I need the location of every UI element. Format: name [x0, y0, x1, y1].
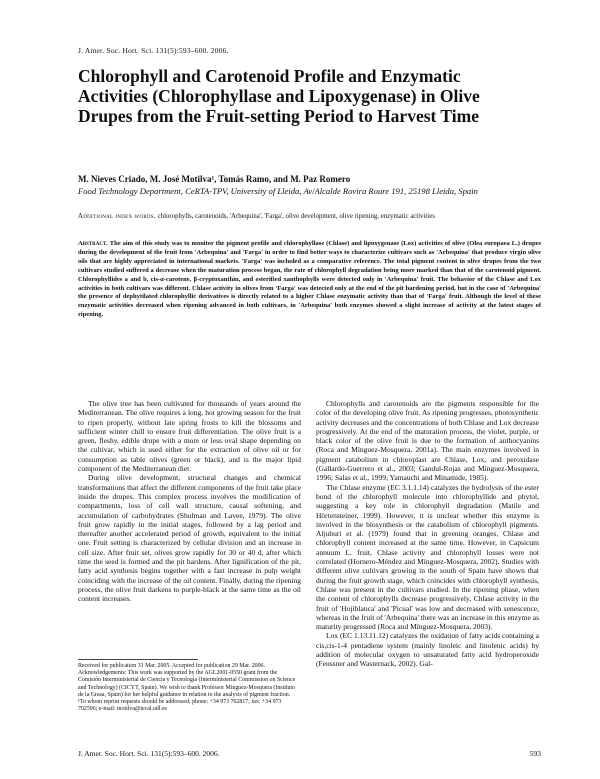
body-column-left: [78, 399, 301, 604]
abstract-text: The aim of this study was to monitor the pigment profile and chlorophyllase (Chlase) and lipoxygenase (Lox) activities of olive (Olea europaea L.) drupes during the development of the fruit from 'Arbequina' and 'Farga' in order to find better ways to characterize cultivars such as 'Arbequina' that produce virgin olive oils that are highly appreciated in international markets. 'Farga' was included as a comparative reference. The total pigment content in olive drupes from the two cultivars studied suffered a decrease when the maturation process began, the rate of chlorophyll degradation being more marked than that of the carotenoid pigment. Chlorophyllides a and b, cis-α-carotene, β-cryptoxanthin, and esterified xanthophylls were detected only in 'Arbequina' fruit. The behavior of the Chlase and Lox activities in both cultivars was different. Chlase activity in olives from 'Farga' was detected only at the end of the pit hardening period, but in the case of 'Arbequina' the presence of dephytilated chlorophyllic derivatives is directly related to a higher Chlase enzymatic activity than that of 'Farga' fruit. Although the level of these enzymatic activities decreased when ripening advanced in both cultivars, in 'Arbequina' both enzymes showed a slight increase of activity at the latest stages of ripening.: [78, 240, 541, 319]
footnotes: [78, 663, 301, 713]
page-number: 593: [529, 749, 541, 758]
page-footer: [78, 749, 541, 758]
paragraph: The olive tree has been cultivated for thousands of years around the Mediterranean. The olive requires a long, hot growing season for the fruit to ripen properly, without late spring frosts to kill the blossoms and sufficient winter chill to ensure fruit differentiation. The olive fruit is a green, fleshy, edible drupe with a more or less oval shape depending on the cultivar, which is used either for the extraction of olive oil or for consumption as table olives (green or black), and is the major lipid component of the Mediterranean diet.: [78, 399, 301, 474]
abstract-label: Abstract.: [78, 240, 108, 247]
keywords-label: Additional index words.: [78, 213, 157, 220]
author-list: M. Nieves Criado, M. José Motilva¹, Tomás Ramo, and M. Paz Romero: [78, 174, 351, 184]
body-column-right: [316, 399, 539, 669]
footnote-divider: [78, 659, 198, 660]
keywords-text: chlorophylls, carotenoids, 'Arbequina', 'Farga', olive development, olive ripening, enzymatic activities: [157, 213, 435, 220]
paragraph: During olive development, structural changes and chemical transformations that affect the different components of the fruit take place inside the drupes. This complex process involves the modification of compartments, loss of cell wall structure, causal softening, and accumulation of carbohydrates (Shulman and Lavee, 1979). The olive fruit grow rapidly in the initial stages, followed by a lag period and thereafter another accelerated period of growth, equivalent to the initial one. Fruit setting is characterized by cellular division and an increase in cell size. After fruit set, olives grow rapidly for 30 or 40 d, after which time the seed is formed and the pit hardens. After lignification of the pit, fatty acid synthesis begins together with a fast increase in pulp weight coinciding with the increase of the oil content. Finally, during the ripening process, the olive fruit darkens to purple-black at the same time as the oil content increases.: [78, 473, 302, 604]
journal-header: J. Amer. Soc. Hort. Sci. 131(5):593–600. 2006.: [78, 46, 229, 55]
author-affiliation: Food Technology Department, CeRTA-TPV, University of Lleida, Av/Alcalde Rovira Roure 191, 25198 Lleida, Spain: [78, 186, 478, 196]
footnote-received: Received for publication 31 Mar. 2005. Accepted for publication 29 Mar. 2006.: [78, 663, 265, 669]
footnote-contact: ¹To whom reprint requests should be addressed; phone: +34 973 702817; fax: +34 973 702596; e-mail: motilva@tecal.udl.es: [78, 699, 282, 713]
footnote-acknowledgements: Acknowledgements: This work was supported by the AGL2001-0550 grant from the Comisión Interministerial de Ciencia y Tecnología (Interministerial Commission on Science and Technology) (CICYT, Spain). We wish to thank Professor Mínguez-Mosquera (Instituto de la Grasa, Spain) for her helpful guidance in relation to the analysis of pigment fraction.: [78, 670, 296, 698]
abstract-block: [78, 240, 541, 320]
article-title: Chlorophyll and Carotenoid Profile and Enzymatic Activities (Chlorophyllase and Lipoxygenase) in Olive Drupes from the Fruit-setting Period to Harvest Time: [78, 66, 480, 126]
keywords-block: [78, 212, 538, 221]
footer-journal: J. Amer. Soc. Hort. Sci. 131(5):593–600. 2006.: [78, 749, 220, 758]
paragraph: The Chlase enzyme (EC 3.1.1.14) catalyzes the hydrolysis of the ester bond of the chlorophyll molecule into chlorophyllide and phytol, suggesting a key role in chlorophyll degradation (Matile and Hörtensteiner, 1999). However, it is unclear whether this enzyme is involved in the biosynthesis or the catabolism of chlorophyll pigments. Aljuburi et al. (1979) found that in greening oranges, Chlase and chlorophyll content increased at the same time. However, in Capsicum annuum L. fruit, Chlase activity and chlorophyll losses were not correlated (Hornero-Méndez and Mínguez-Mosquera, 2002). Studies with different olive cultivars growing in the south of Spain have shown that during the fruit growth stage, which coincides with chlorophyll synthesis, Chlase was present in the cultivars studied. In the ripening phase, when the content of chlorophylls decrease progressively, Chlase activity in the fruit of 'Hojiblanca' and 'Picual' was low and decreased with senescence, whereas in the fruit of 'Arbequina' there was an increase in this enzyme as maturity progressed (Roca and Mínguez-Mosquera, 2003).: [316, 482, 539, 632]
paragraph: Chlorophylls and carotenoids are the pigments responsible for the color of the developing olive fruit. As ripening progresses, photosynthetic activity decreases and the concentrations of both Chlase and Lox decrease progressively. At the end of the maturation process, the violet, purple, or black color of the olive fruit is due to the formation of anthocyanins (Roca and Mínguez-Mosquera, 2001a). The main enzymes involved in pigment catabolism in chloroplast are Chlase, Lox, and peroxidase (Gallardo-Guerrero et al., 2003; Gandul-Rojas and Mínguez-Mosquera, 1996; Salas et al., 1999; Yamauchi and Minamide, 1985).: [316, 399, 539, 483]
paragraph: Lox (EC 1.13.11.12) catalyzes the oxidation of fatty acids containing a cis,cis-1-4 pentadiene system (mainly linoleic and linolenic acids) by addition of molecular oxygen to unsaturated fatty acid hydroperoxide (Feussner and Wasternack, 2002). Gal-: [316, 631, 539, 669]
